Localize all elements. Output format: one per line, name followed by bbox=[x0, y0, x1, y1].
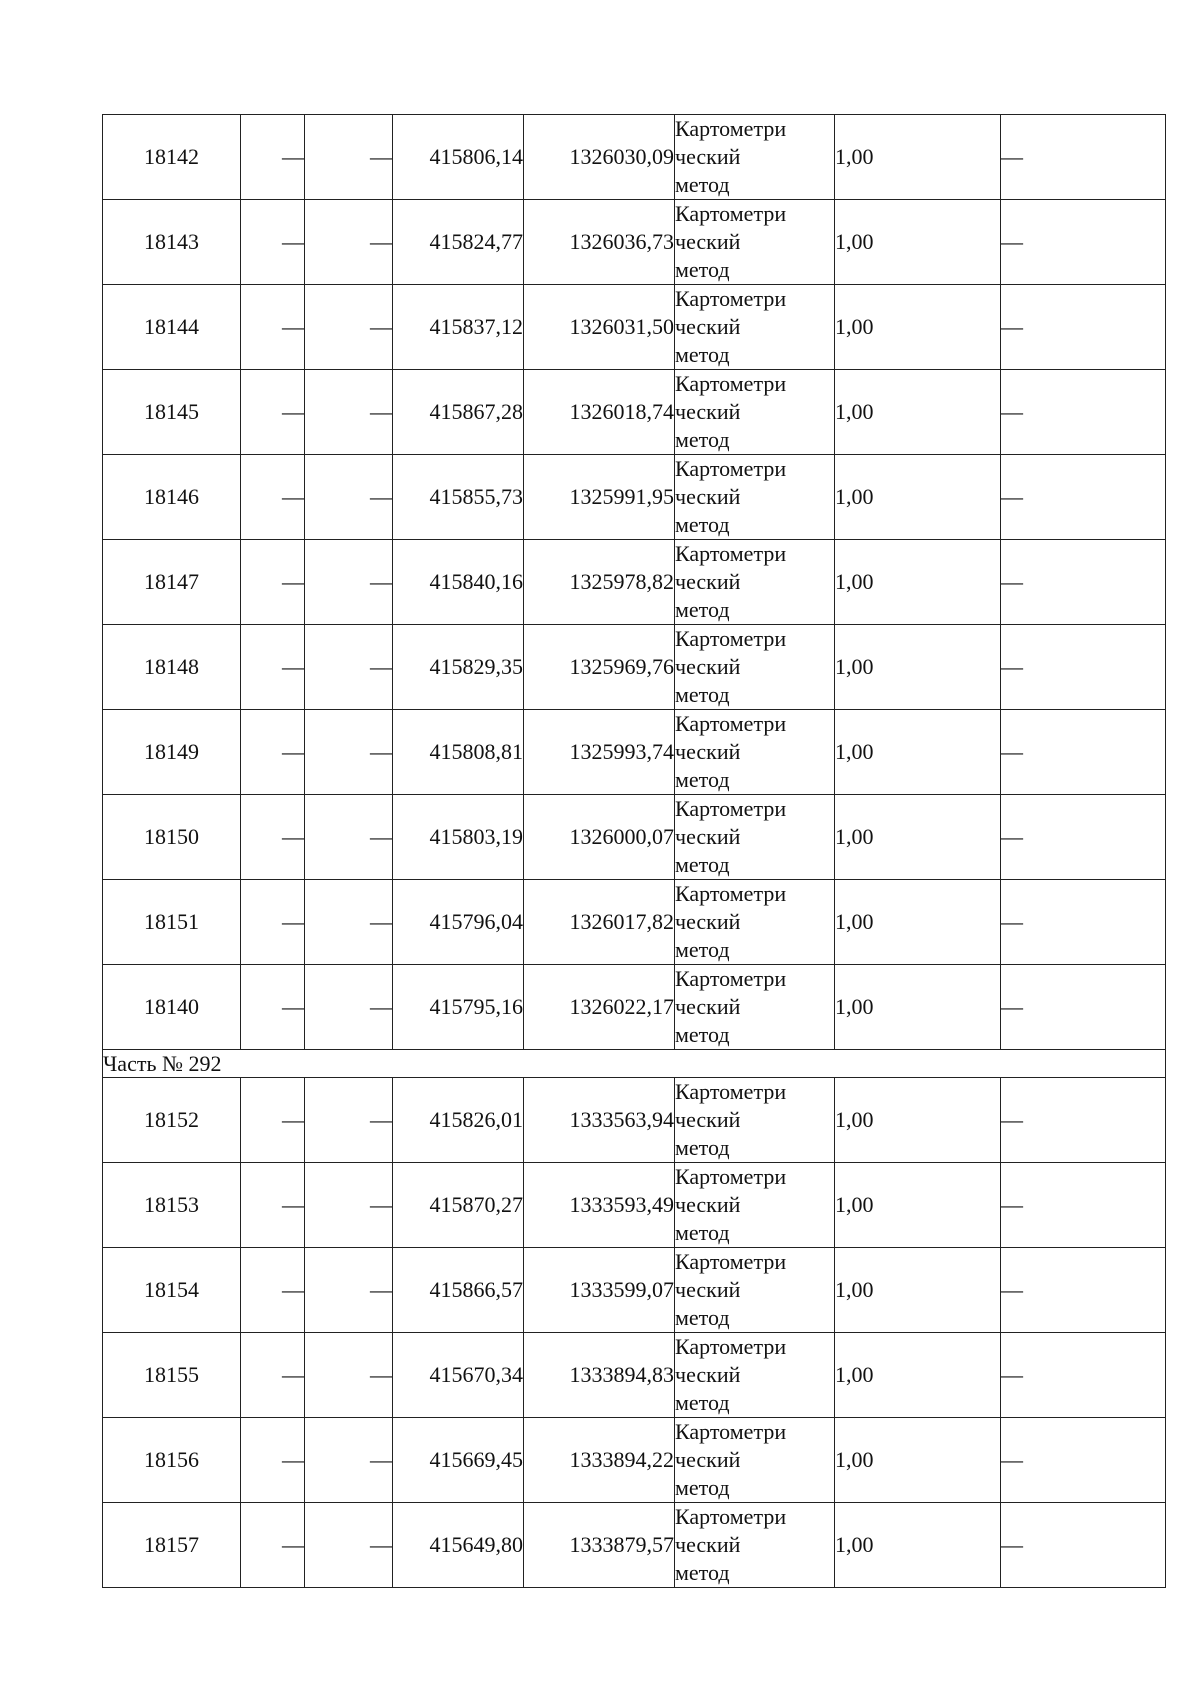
method-line: метод bbox=[675, 1220, 730, 1245]
accuracy-cell: 1,00 bbox=[835, 370, 1001, 455]
dash-cell: — bbox=[1001, 625, 1166, 710]
method-line: ческий bbox=[675, 569, 741, 594]
point-number-cell: 18150 bbox=[103, 795, 241, 880]
dash-cell: — bbox=[241, 1333, 305, 1418]
accuracy-cell: 1,00 bbox=[835, 1163, 1001, 1248]
dash-cell: — bbox=[305, 115, 393, 200]
method-line: метод bbox=[675, 1475, 730, 1500]
accuracy-cell: 1,00 bbox=[835, 200, 1001, 285]
method-line: Картометри bbox=[675, 626, 787, 651]
x-coordinate-cell: 415803,19 bbox=[393, 795, 524, 880]
method-line: метод bbox=[675, 597, 730, 622]
x-coordinate-cell: 415824,77 bbox=[393, 200, 524, 285]
method-cell bbox=[675, 540, 835, 625]
method-line: метод bbox=[675, 257, 730, 282]
dash-cell: — bbox=[241, 1163, 305, 1248]
method-line: Картометри bbox=[675, 1419, 787, 1444]
dash-cell: — bbox=[305, 1503, 393, 1588]
dash-cell: — bbox=[1001, 880, 1166, 965]
method-cell bbox=[675, 1163, 835, 1248]
table-row bbox=[103, 200, 1166, 285]
method-line: метод bbox=[675, 937, 730, 962]
method-line: Картометри bbox=[675, 1249, 787, 1274]
dash-cell: — bbox=[1001, 1078, 1166, 1163]
method-line: метод bbox=[675, 427, 730, 452]
dash-cell: — bbox=[241, 115, 305, 200]
method-line: Картометри bbox=[675, 456, 787, 481]
method-line: метод bbox=[675, 1305, 730, 1330]
y-coordinate-cell: 1325969,76 bbox=[524, 625, 675, 710]
method-line: метод bbox=[675, 342, 730, 367]
point-number-cell: 18149 bbox=[103, 710, 241, 795]
dash-cell: — bbox=[241, 540, 305, 625]
method-line: метод bbox=[675, 767, 730, 792]
method-line: метод bbox=[675, 172, 730, 197]
method-line: Картометри bbox=[675, 796, 787, 821]
dash-cell: — bbox=[305, 455, 393, 540]
accuracy-cell: 1,00 bbox=[835, 1078, 1001, 1163]
method-line: Картометри bbox=[675, 286, 787, 311]
accuracy-cell: 1,00 bbox=[835, 540, 1001, 625]
method-line: Картометри bbox=[675, 371, 787, 396]
dash-cell: — bbox=[305, 1078, 393, 1163]
method-cell bbox=[675, 1078, 835, 1163]
method-cell bbox=[675, 200, 835, 285]
method-line: Картометри bbox=[675, 1504, 787, 1529]
dash-cell: — bbox=[1001, 1163, 1166, 1248]
accuracy-cell: 1,00 bbox=[835, 880, 1001, 965]
dash-cell: — bbox=[1001, 710, 1166, 795]
point-number-cell: 18153 bbox=[103, 1163, 241, 1248]
table-row bbox=[103, 710, 1166, 795]
x-coordinate-cell: 415840,16 bbox=[393, 540, 524, 625]
x-coordinate-cell: 415806,14 bbox=[393, 115, 524, 200]
point-number-cell: 18146 bbox=[103, 455, 241, 540]
accuracy-cell: 1,00 bbox=[835, 1333, 1001, 1418]
y-coordinate-cell: 1333563,94 bbox=[524, 1078, 675, 1163]
method-line: ческий bbox=[675, 484, 741, 509]
y-coordinate-cell: 1326036,73 bbox=[524, 200, 675, 285]
method-line: метод bbox=[675, 1390, 730, 1415]
dash-cell: — bbox=[241, 710, 305, 795]
table-row bbox=[103, 455, 1166, 540]
dash-cell: — bbox=[1001, 1503, 1166, 1588]
dash-cell: — bbox=[1001, 285, 1166, 370]
method-line: ческий bbox=[675, 739, 741, 764]
y-coordinate-cell: 1325978,82 bbox=[524, 540, 675, 625]
y-coordinate-cell: 1325993,74 bbox=[524, 710, 675, 795]
method-line: метод bbox=[675, 682, 730, 707]
method-line: Картометри bbox=[675, 966, 787, 991]
y-coordinate-cell: 1326031,50 bbox=[524, 285, 675, 370]
method-cell bbox=[675, 370, 835, 455]
dash-cell: — bbox=[305, 710, 393, 795]
method-cell bbox=[675, 285, 835, 370]
method-line: Картометри bbox=[675, 711, 787, 736]
dash-cell: — bbox=[241, 880, 305, 965]
accuracy-cell: 1,00 bbox=[835, 285, 1001, 370]
method-line: Картометри bbox=[675, 116, 787, 141]
table-row bbox=[103, 370, 1166, 455]
accuracy-cell: 1,00 bbox=[835, 710, 1001, 795]
dash-cell: — bbox=[305, 370, 393, 455]
y-coordinate-cell: 1333894,83 bbox=[524, 1333, 675, 1418]
point-number-cell: 18142 bbox=[103, 115, 241, 200]
table-body bbox=[103, 115, 1166, 1588]
dash-cell: — bbox=[241, 200, 305, 285]
table-row bbox=[103, 1503, 1166, 1588]
table-row bbox=[103, 1248, 1166, 1333]
point-number-cell: 18152 bbox=[103, 1078, 241, 1163]
accuracy-cell: 1,00 bbox=[835, 1418, 1001, 1503]
accuracy-cell: 1,00 bbox=[835, 965, 1001, 1050]
y-coordinate-cell: 1333894,22 bbox=[524, 1418, 675, 1503]
method-cell bbox=[675, 710, 835, 795]
y-coordinate-cell: 1326017,82 bbox=[524, 880, 675, 965]
dash-cell: — bbox=[305, 1248, 393, 1333]
dash-cell: — bbox=[1001, 455, 1166, 540]
x-coordinate-cell: 415870,27 bbox=[393, 1163, 524, 1248]
point-number-cell: 18144 bbox=[103, 285, 241, 370]
table-row bbox=[103, 1333, 1166, 1418]
method-line: метод bbox=[675, 1135, 730, 1160]
method-cell bbox=[675, 880, 835, 965]
table-row bbox=[103, 880, 1166, 965]
method-cell bbox=[675, 115, 835, 200]
method-line: ческий bbox=[675, 314, 741, 339]
method-line: ческий bbox=[675, 1447, 741, 1472]
method-line: Картометри bbox=[675, 541, 787, 566]
x-coordinate-cell: 415669,45 bbox=[393, 1418, 524, 1503]
accuracy-cell: 1,00 bbox=[835, 625, 1001, 710]
table-row bbox=[103, 540, 1166, 625]
dash-cell: — bbox=[1001, 1248, 1166, 1333]
point-number-cell: 18157 bbox=[103, 1503, 241, 1588]
dash-cell: — bbox=[1001, 540, 1166, 625]
x-coordinate-cell: 415866,57 bbox=[393, 1248, 524, 1333]
method-line: Картометри bbox=[675, 201, 787, 226]
method-line: Картометри bbox=[675, 881, 787, 906]
dash-cell: — bbox=[305, 540, 393, 625]
point-number-cell: 18148 bbox=[103, 625, 241, 710]
dash-cell: — bbox=[241, 1248, 305, 1333]
method-line: Картометри bbox=[675, 1334, 787, 1359]
method-line: ческий bbox=[675, 1362, 741, 1387]
method-line: метод bbox=[675, 1022, 730, 1047]
method-cell bbox=[675, 625, 835, 710]
dash-cell: — bbox=[241, 370, 305, 455]
table-row bbox=[103, 795, 1166, 880]
method-line: Картометри bbox=[675, 1164, 787, 1189]
dash-cell: — bbox=[241, 965, 305, 1050]
y-coordinate-cell: 1325991,95 bbox=[524, 455, 675, 540]
method-line: ческий bbox=[675, 144, 741, 169]
method-line: ческий bbox=[675, 909, 741, 934]
x-coordinate-cell: 415867,28 bbox=[393, 370, 524, 455]
method-cell bbox=[675, 965, 835, 1050]
x-coordinate-cell: 415837,12 bbox=[393, 285, 524, 370]
y-coordinate-cell: 1326000,07 bbox=[524, 795, 675, 880]
method-line: ческий bbox=[675, 229, 741, 254]
method-line: метод bbox=[675, 512, 730, 537]
point-number-cell: 18154 bbox=[103, 1248, 241, 1333]
dash-cell: — bbox=[305, 285, 393, 370]
accuracy-cell: 1,00 bbox=[835, 115, 1001, 200]
method-line: ческий bbox=[675, 654, 741, 679]
dash-cell: — bbox=[305, 1418, 393, 1503]
table-row bbox=[103, 285, 1166, 370]
dash-cell: — bbox=[241, 455, 305, 540]
method-line: метод bbox=[675, 852, 730, 877]
dash-cell: — bbox=[1001, 1418, 1166, 1503]
table-row bbox=[103, 115, 1166, 200]
x-coordinate-cell: 415796,04 bbox=[393, 880, 524, 965]
dash-cell: — bbox=[241, 795, 305, 880]
x-coordinate-cell: 415808,81 bbox=[393, 710, 524, 795]
point-number-cell: 18156 bbox=[103, 1418, 241, 1503]
accuracy-cell: 1,00 bbox=[835, 1503, 1001, 1588]
dash-cell: — bbox=[305, 880, 393, 965]
point-number-cell: 18143 bbox=[103, 200, 241, 285]
y-coordinate-cell: 1326030,09 bbox=[524, 115, 675, 200]
section-header-row bbox=[103, 1050, 1166, 1078]
dash-cell: — bbox=[305, 625, 393, 710]
method-cell bbox=[675, 1333, 835, 1418]
method-cell bbox=[675, 795, 835, 880]
point-number-cell: 18155 bbox=[103, 1333, 241, 1418]
x-coordinate-cell: 415855,73 bbox=[393, 455, 524, 540]
dash-cell: — bbox=[241, 1078, 305, 1163]
y-coordinate-cell: 1333599,07 bbox=[524, 1248, 675, 1333]
x-coordinate-cell: 415826,01 bbox=[393, 1078, 524, 1163]
method-cell bbox=[675, 455, 835, 540]
method-line: метод bbox=[675, 1560, 730, 1585]
dash-cell: — bbox=[305, 795, 393, 880]
method-cell bbox=[675, 1503, 835, 1588]
dash-cell: — bbox=[241, 625, 305, 710]
accuracy-cell: 1,00 bbox=[835, 1248, 1001, 1333]
y-coordinate-cell: 1326018,74 bbox=[524, 370, 675, 455]
method-cell bbox=[675, 1248, 835, 1333]
table-row bbox=[103, 1418, 1166, 1503]
method-line: ческий bbox=[675, 1192, 741, 1217]
dash-cell: — bbox=[305, 1163, 393, 1248]
dash-cell: — bbox=[241, 1418, 305, 1503]
method-line: ческий bbox=[675, 1532, 741, 1557]
dash-cell: — bbox=[1001, 795, 1166, 880]
method-line: Картометри bbox=[675, 1079, 787, 1104]
point-number-cell: 18140 bbox=[103, 965, 241, 1050]
method-cell bbox=[675, 1418, 835, 1503]
method-line: ческий bbox=[675, 824, 741, 849]
x-coordinate-cell: 415649,80 bbox=[393, 1503, 524, 1588]
x-coordinate-cell: 415670,34 bbox=[393, 1333, 524, 1418]
dash-cell: — bbox=[1001, 370, 1166, 455]
section-label: Часть № 292 bbox=[103, 1050, 1166, 1078]
coordinates-table bbox=[102, 114, 1166, 1588]
y-coordinate-cell: 1326022,17 bbox=[524, 965, 675, 1050]
point-number-cell: 18145 bbox=[103, 370, 241, 455]
x-coordinate-cell: 415829,35 bbox=[393, 625, 524, 710]
table-row bbox=[103, 965, 1166, 1050]
point-number-cell: 18147 bbox=[103, 540, 241, 625]
dash-cell: — bbox=[305, 1333, 393, 1418]
dash-cell: — bbox=[305, 965, 393, 1050]
method-line: ческий bbox=[675, 1107, 741, 1132]
y-coordinate-cell: 1333879,57 bbox=[524, 1503, 675, 1588]
method-line: ческий bbox=[675, 994, 741, 1019]
x-coordinate-cell: 415795,16 bbox=[393, 965, 524, 1050]
dash-cell: — bbox=[1001, 115, 1166, 200]
table-row bbox=[103, 1078, 1166, 1163]
point-number-cell: 18151 bbox=[103, 880, 241, 965]
accuracy-cell: 1,00 bbox=[835, 795, 1001, 880]
accuracy-cell: 1,00 bbox=[835, 455, 1001, 540]
table-row bbox=[103, 625, 1166, 710]
table-row bbox=[103, 1163, 1166, 1248]
dash-cell: — bbox=[1001, 965, 1166, 1050]
y-coordinate-cell: 1333593,49 bbox=[524, 1163, 675, 1248]
dash-cell: — bbox=[241, 285, 305, 370]
dash-cell: — bbox=[1001, 200, 1166, 285]
method-line: ческий bbox=[675, 1277, 741, 1302]
method-line: ческий bbox=[675, 399, 741, 424]
dash-cell: — bbox=[1001, 1333, 1166, 1418]
dash-cell: — bbox=[241, 1503, 305, 1588]
dash-cell: — bbox=[305, 200, 393, 285]
